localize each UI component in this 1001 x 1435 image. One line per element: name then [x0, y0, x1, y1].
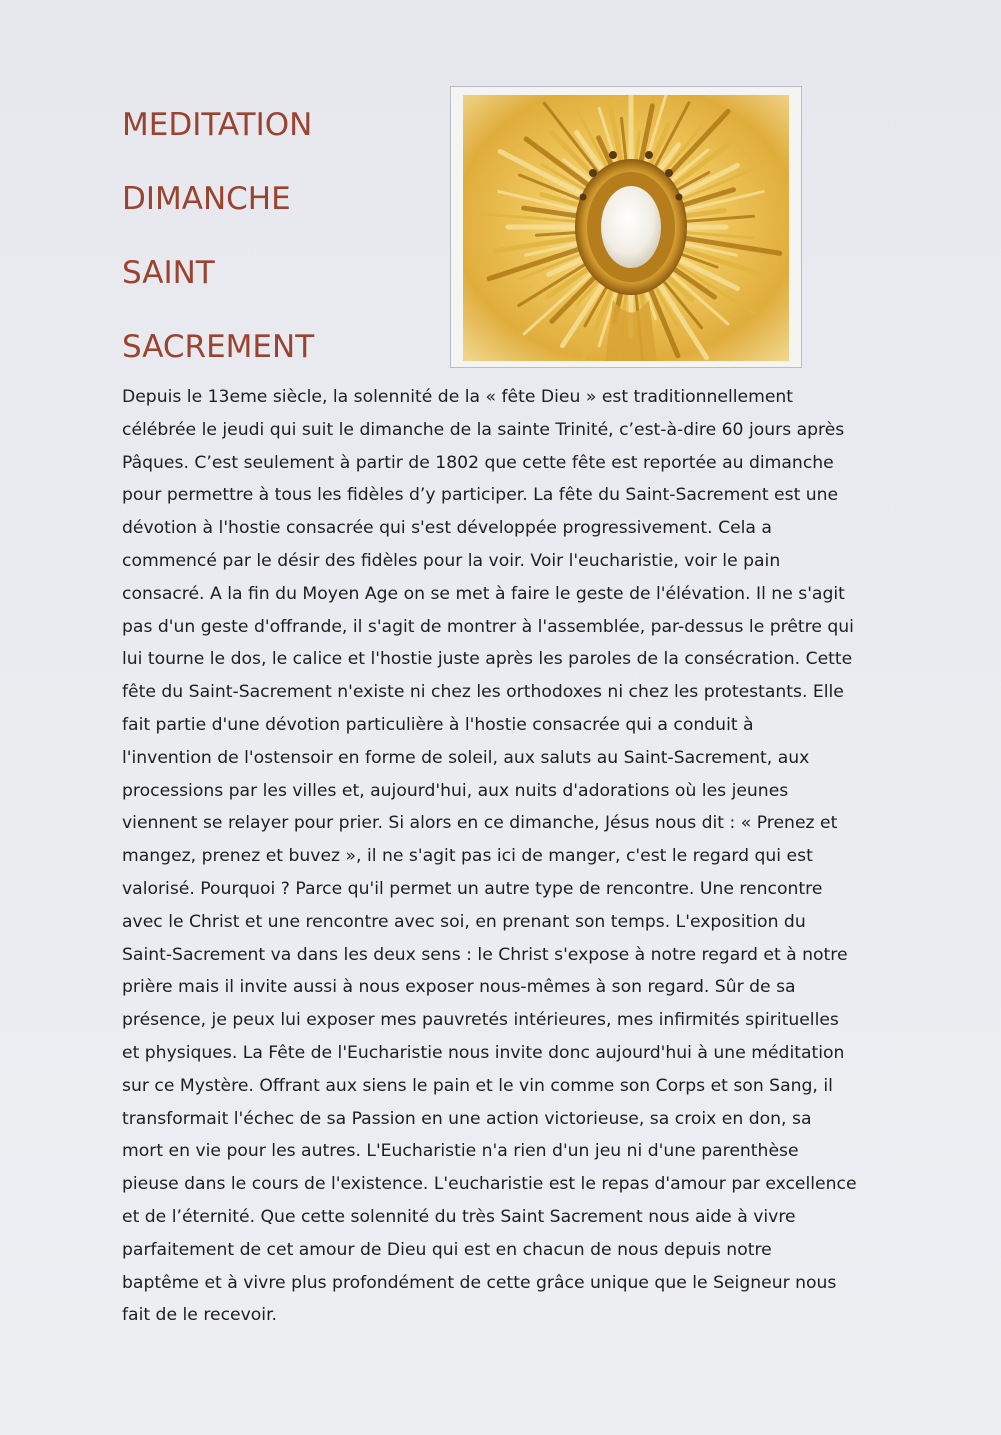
- title-line: MEDITATION: [122, 107, 313, 143]
- text-line: et physiques. La Fête de l'Eucharistie nous invite donc aujourd'hui à une méditation: [122, 1042, 845, 1063]
- title-line: SACREMENT: [122, 329, 315, 365]
- text-line: pieuse dans le cours de l'existence. L'eucharistie est le repas d'amour par excellence: [122, 1174, 857, 1195]
- text-line: parfaitement de cet amour de Dieu qui est en chacun de nous depuis notre: [122, 1239, 772, 1260]
- text-line: commencé par le désir des fidèles pour la voir. Voir l'eucharistie, voir le pain: [122, 550, 781, 571]
- text-line: avec le Christ et une rencontre avec soi, en prenant son temps. L'exposition du: [122, 911, 806, 932]
- text-line: baptême et à vivre plus profondément de cette grâce unique que le Seigneur nous: [122, 1272, 837, 1293]
- text-line: transformait l'échec de sa Passion en une action victorieuse, sa croix en don, sa: [122, 1108, 812, 1129]
- text-line: célébrée le jeudi qui suit le dimanche de la sainte Trinité, c’est-à-dire 60 jours après: [122, 419, 845, 440]
- text-line: fête du Saint-Sacrement n'existe ni chez les orthodoxes ni chez les protestants. Elle: [122, 682, 844, 703]
- image-frame: [450, 86, 802, 368]
- text-line: dévotion à l'hostie consacrée qui s'est développée progressivement. Cela a: [122, 518, 772, 539]
- text-line: consacré. A la fin du Moyen Age on se met à faire le geste de l'élévation. Il ne s'agit: [122, 583, 845, 604]
- text-line: et de l’éternité. Que cette solennité du très Saint Sacrement nous aide à vivre: [122, 1206, 796, 1227]
- text-line: sur ce Mystère. Offrant aux siens le pain et le vin comme son Corps et son Sang, il: [122, 1075, 833, 1096]
- text-line: lui tourne le dos, le calice et l'hostie juste après les paroles de la consécration. Cette: [122, 649, 853, 670]
- text-line: fait partie d'une dévotion particulière à l'hostie consacrée qui a conduit à: [122, 714, 754, 735]
- text-line: l'invention de l'ostensoir en forme de soleil, aux saluts au Saint-Sacrement, aux: [122, 747, 810, 768]
- text-line: pour permettre à tous les fidèles d’y participer. La fête du Saint-Sacrement est une: [122, 485, 839, 506]
- page-title: [122, 88, 442, 384]
- text-line: Depuis le 13eme siècle, la solennité de la « fête Dieu » est traditionnellement: [122, 387, 794, 407]
- text-line: valorisé. Pourquoi ? Parce qu'il permet un autre type de rencontre. Une rencontre: [122, 878, 823, 899]
- text-line: présence, je peux lui exposer mes pauvretés intérieures, mes infirmités spirituelles: [122, 1010, 839, 1031]
- text-line: viennent se relayer pour prier. Si alors en ce dimanche, Jésus nous dit : « Prenez et: [122, 813, 838, 834]
- text-line: mangez, prenez et buvez », il ne s'agit pas ici de manger, c'est le regard qui est: [122, 846, 813, 867]
- meditation-text: [122, 381, 922, 1332]
- title-line: DIMANCHE: [122, 181, 291, 217]
- text-line: Pâques. C’est seulement à partir de 1802 que cette fête est reportée au dimanche: [122, 452, 834, 473]
- title-line: SAINT: [122, 255, 215, 291]
- text-line: pas d'un geste d'offrande, il s'agit de montrer à l'assemblée, par-dessus le prêtre qui: [122, 616, 854, 637]
- monstrance-image: [463, 95, 789, 361]
- text-line: Saint-Sacrement va dans les deux sens : le Christ s'expose à notre regard et à notre: [122, 944, 848, 965]
- monstrance-photo: [463, 95, 789, 361]
- text-line: fait de le recevoir.: [122, 1305, 278, 1326]
- text-line: mort en vie pour les autres. L'Eucharistie n'a rien d'un jeu ni d'une parenthèse: [122, 1141, 799, 1162]
- text-line: prière mais il invite aussi à nous exposer nous-mêmes à son regard. Sûr de sa: [122, 977, 796, 998]
- text-line: processions par les villes et, aujourd'hui, aux nuits d'adorations où les jeunes: [122, 780, 789, 801]
